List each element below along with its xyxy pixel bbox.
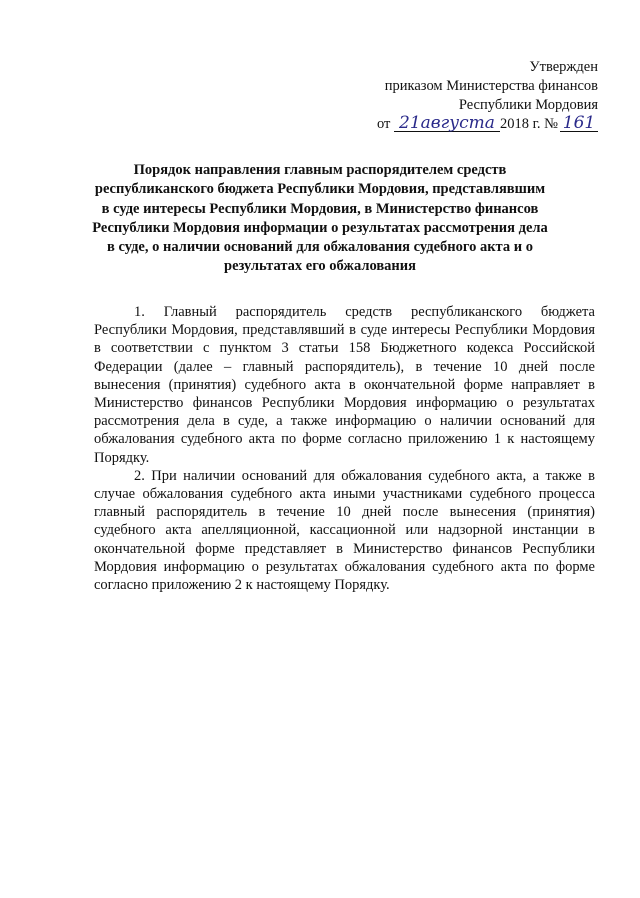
approval-line-approved: Утвержден [529,59,598,75]
paragraph-2: 2. При наличии оснований для обжалования судебного акта, а также в случае обжалования судебного акта иными участниками судебного процесса главный распорядитель в течение 10 дней после вынесения (принятия) судебного акта апелляционной, кассационной или надзорной инстанции в окончательной форме представляет в Министерство финансов Республики Мордовия информацию о результатах обжалования судебного акта по форме согласно приложению 2 к настоящему Порядку. [94,467,595,594]
approval-from-label: от [376,116,391,132]
handwritten-date: 21августа [394,115,500,132]
approval-line-republic: Республики Мордовия [458,97,598,113]
approval-stamp-block [377,58,598,134]
document-title: Порядок направления главным распорядителем средств республиканского бюджета Республики Мордовия, представлявшим в суде интересы Республики Мордовия, в Министерство финансов Республики Мордовия информации о результатах рассмотрения дела в суде, о наличии оснований для обжалования судебного акта и о результатах его обжалования [92,162,548,275]
approval-year-label: 2018 г. № [499,116,558,132]
handwritten-order-number: 161 [560,115,598,132]
approval-line-order: приказом Министерства финансов [384,78,598,94]
approval-date-number-line [377,115,598,134]
document-body [94,303,595,594]
paragraph-1: 1. Главный распорядитель средств республиканского бюджета Республики Мордовия, представлявший в суде интересы Республики Мордовия в соответствии с пунктом 3 статьи 158 Бюджетного кодекса Российской Федерации (далее – главный распорядитель), в течение 10 дней после вынесения (принятия) судебного акта в окончательной форме направляет в Министерство финансов Республики Мордовия информацию о результатах рассмотрения дела в суде, а также информацию о наличии оснований для обжалования судебного акта по форме согласно приложению 1 к настоящему Порядку. [94,304,595,466]
